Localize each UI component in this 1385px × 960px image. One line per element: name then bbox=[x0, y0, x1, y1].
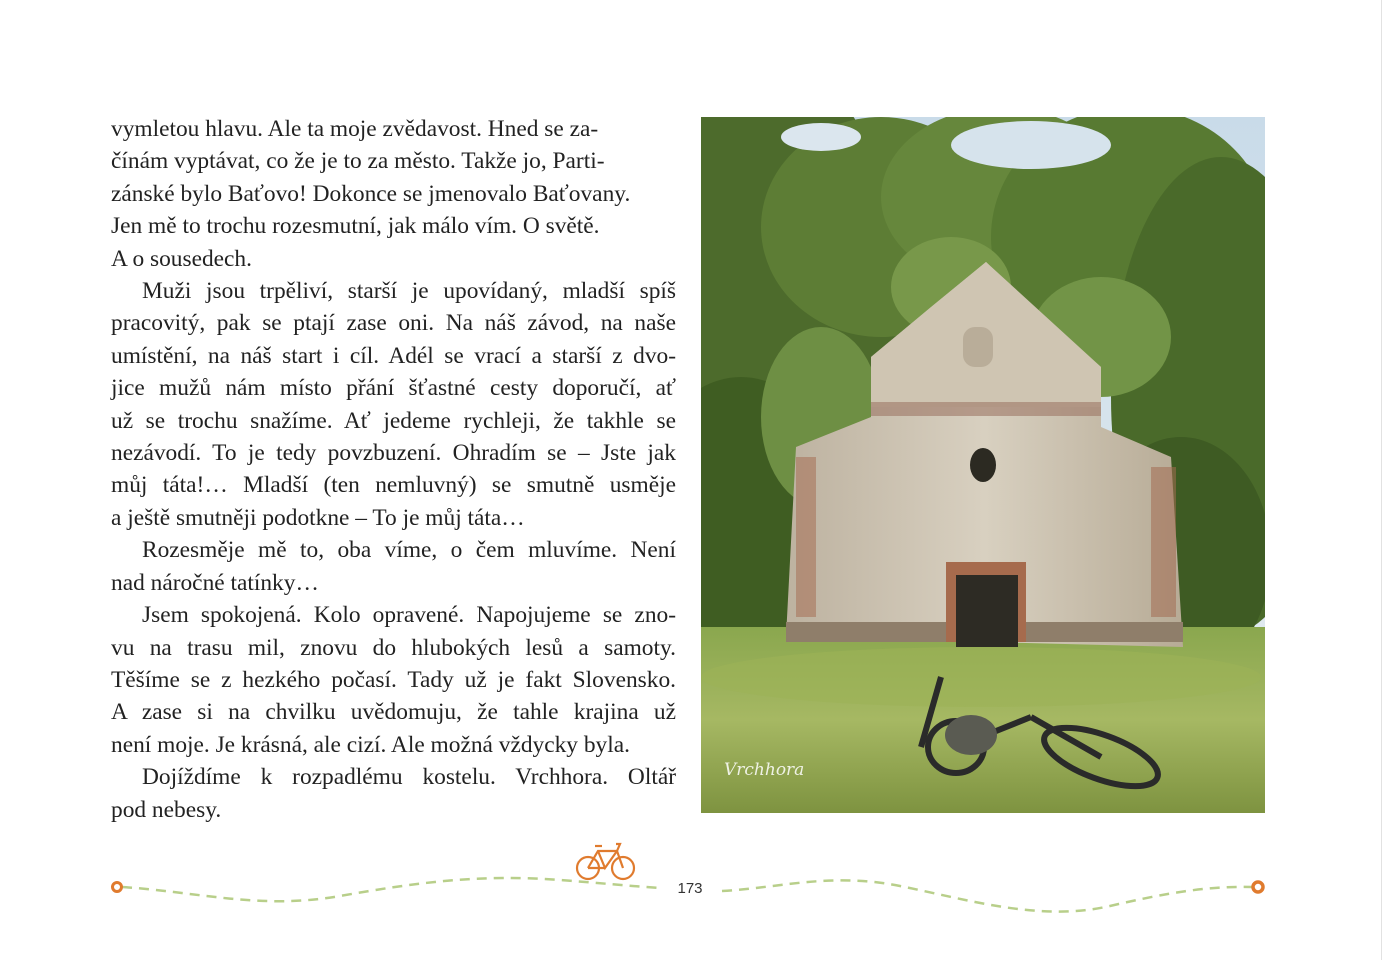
text-line: zánské bylo Baťovo! Dokonce se jmenovalo Baťovany. bbox=[111, 180, 631, 207]
text-line: Dojíždíme k rozpadlému kostelu. Vrchhora. Oltář bbox=[142, 764, 676, 791]
text-line: nad náročné tatínky… bbox=[111, 569, 319, 596]
page-edge bbox=[1381, 0, 1382, 960]
church-ruin-photo bbox=[701, 117, 1265, 813]
paragraph bbox=[111, 113, 676, 275]
text-line: Rozesměje mě to, oba víme, o čem mluvíme. Není bbox=[142, 537, 676, 564]
page-number: 173 bbox=[677, 880, 703, 897]
text-line: už se trochu snažíme. Ať jedeme rychleji, že takhle se bbox=[111, 407, 676, 434]
text-line: jice mužů nám místo přání šťastné cesty doporučí, ať bbox=[111, 375, 676, 402]
text-line: A o sousedech. bbox=[111, 245, 252, 272]
text-line: pod nebesy. bbox=[111, 796, 222, 823]
body-text bbox=[111, 113, 676, 826]
text-line: vu na trasu mil, znovu do hlubokých lesů a samoty. bbox=[111, 634, 676, 661]
text-line: umístění, na náš start i cíl. Adél se vrací a starší z dvo- bbox=[111, 342, 676, 369]
text-line: čínám vyptávat, co že je to za město. Takže jo, Parti- bbox=[111, 148, 605, 175]
text-line: nezávodí. To je tedy povzbuzení. Ohradím se – Jste jak bbox=[111, 440, 676, 467]
text-line: Muži jsou trpěliví, starší je upovídaný, mladší spíš bbox=[142, 278, 676, 305]
text-line: pracovitý, pak se ptají zase oni. Na náš závod, na naše bbox=[111, 310, 676, 337]
route-end-dot bbox=[1253, 882, 1263, 892]
text-line: vymletou hlavu. Ale ta moje zvědavost. Hned se za- bbox=[111, 116, 599, 142]
paragraph bbox=[111, 534, 676, 599]
text-line: můj táta!… Mladší (ten nemluvný) se smutně usměje bbox=[111, 472, 676, 499]
photo-caption: Vrchhora bbox=[724, 760, 805, 780]
paragraph bbox=[111, 599, 676, 761]
route-start-dot bbox=[113, 883, 122, 892]
dashed-route-line bbox=[722, 880, 1252, 911]
text-line: A zase si na chvilku uvědomuju, že tahle krajina už bbox=[111, 699, 676, 726]
text-line: není moje. Je krásná, ale cizí. Ale možná vždycky byla. bbox=[111, 731, 630, 758]
text-line: Jen mě to trochu rozesmutní, jak málo vím. O světě. bbox=[111, 213, 600, 240]
text-line: Těšíme se z hezkého počasí. Tady už je fakt Slovensko. bbox=[111, 666, 676, 693]
text-line: Jsem spokojená. Kolo opravené. Napojujeme se zno- bbox=[142, 602, 676, 629]
paragraph bbox=[111, 275, 676, 534]
bicycle-icon bbox=[577, 844, 634, 879]
dashed-route-line bbox=[122, 878, 660, 901]
text-line: a ještě smutněji podotkne – To je můj táta… bbox=[111, 504, 525, 531]
paragraph bbox=[111, 761, 676, 826]
